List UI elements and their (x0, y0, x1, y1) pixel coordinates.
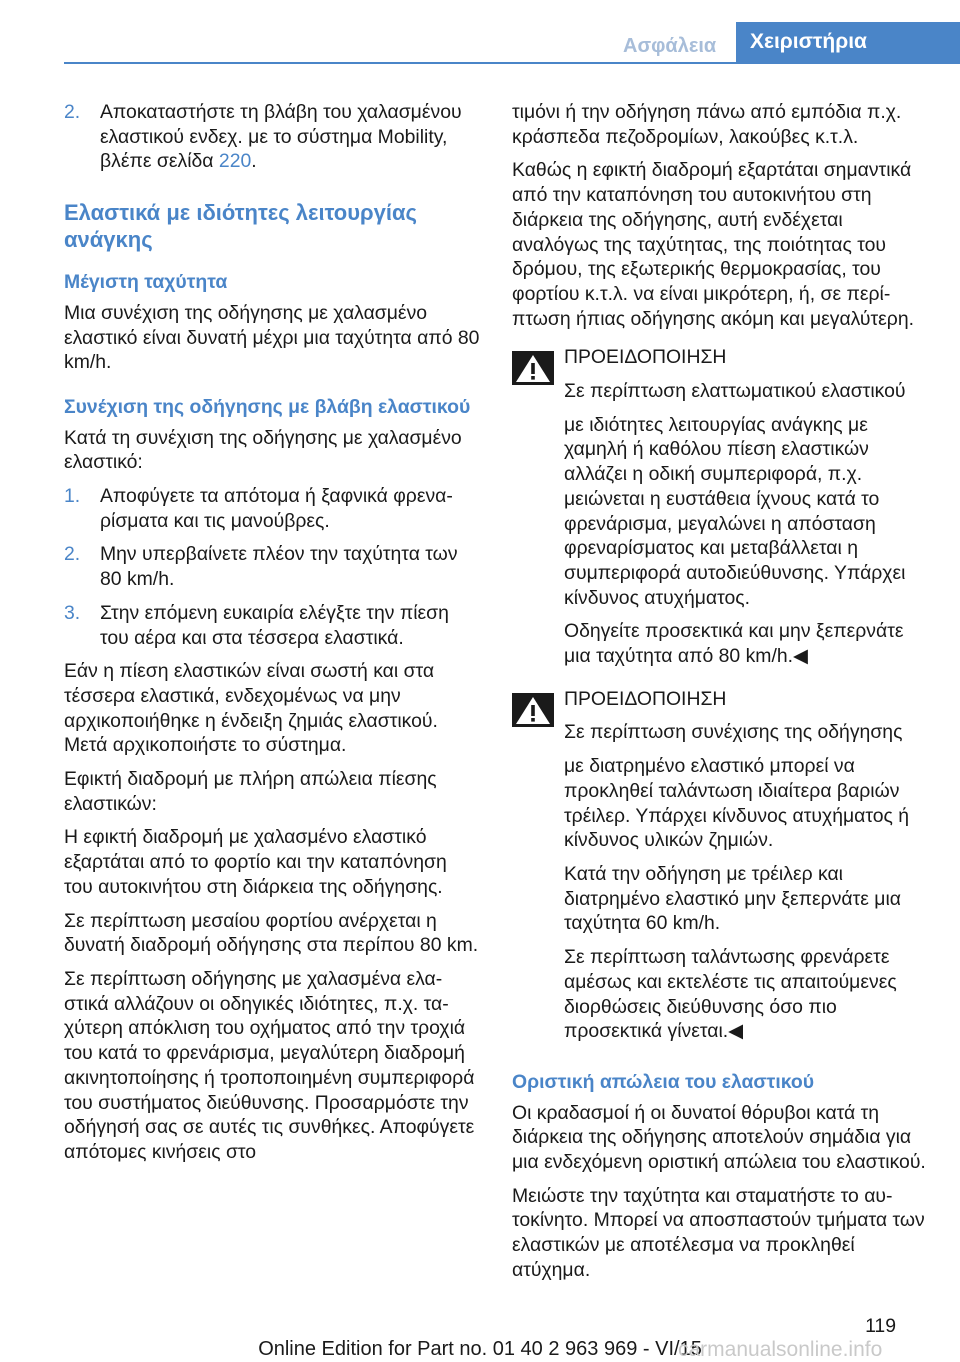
edition-note: Online Edition for Part no. 01 40 2 963 969 - VI/15 (258, 1338, 702, 1360)
warning-paragraph: Κατά την οδήγηση με τρέιλερ και διατρημένο ελαστικό μην ξεπερνάτε μια ταχύτητα 60 km/h. (564, 862, 901, 935)
warning-first-line: Σε περίπτωση συνέχισης της οδήγησης (564, 721, 903, 744)
warning-first-line: Σε περίπτωση ελαττωματικού ελαστικού (564, 380, 906, 403)
subheading-continue-driving: Συνέχιση της οδήγησης με βλάβη ελαστικού (64, 395, 471, 418)
right-column (512, 100, 928, 1292)
left-column (64, 100, 480, 1174)
page-reference-link[interactable]: 220 (218, 150, 252, 173)
list-text-b: . (251, 150, 257, 173)
warning-end: Σε περίπτωση ταλάντωσης φρενάρετε αμέσως και εκτελέστε τις απαιτούμενες διορθώσεις διεύθυνσης όσο πιο προσεκτικά γίνεται.◀ (564, 946, 897, 1043)
subheading-max-speed: Μέγιστη ταχύτητα (64, 271, 228, 294)
list-number: 1. (64, 485, 81, 508)
list-text (100, 100, 480, 174)
paragraph: τιμόνι ή την οδήγηση πάνω από εμπόδια π.χ. κράσπεδα πεζοδρομίων, λακούβες κ.τ.λ. (512, 101, 902, 148)
warning-body: με ιδιότητες λειτουργίας ανάγκης με χαμηλή ή καθόλου πίεση ελαστικών αλλάζει η οδική συμπεριφορά, π.χ. μειώνεται η ευστάθεια ίχνους κατά το φρενάρισμα, μεγαλώνει η απόσταση φρεναρίσματος και μεταβάλλεται η συμπεριφορά αυτοδιεύθυνσης. Υπάρχει κίνδυνος ατυχήματος. (564, 413, 906, 609)
warning-title: ΠΡΟΕΙΔΟΠΟΙΗΣΗ (564, 687, 727, 710)
section-heading: Ελαστικά με ιδιότητες λειτουργίας ανάγκης (64, 200, 417, 253)
warning-end: Οδηγείτε προσεκτικά και μην ξεπερνάτε μια ταχύτητα από 80 km/h.◀ (564, 620, 904, 668)
paragraph: Καθώς η εφικτή διαδρομή εξαρτάται σημαντικά από την καταπόνηση του αυτοκινήτου στη διάρκεια της οδήγησης, αυτή ενδέχεται αναλόγως της ταχύτητας, της ποιότητας του δρόμου, της εξωτερικής θερμοκρασίας, του φορτίου κ.τ.λ. να είναι μικρότερη, ή, σε περίπτωση ήπιας οδήγησης ακόμη και μεγαλύτερη. (512, 159, 915, 330)
list-item (64, 484, 480, 533)
list-sub-paragraph: Εάν η πίεση ελαστικών είναι σωστή και στα τέσσερα ελαστικά, ενδεχομένως να μην αρχικοποιήθηκε η ένδειξη ζημιάς ελαστικού. Μετά αρχικοποιήστε το σύστημα. (64, 660, 438, 757)
paragraph: Κατά τη συνέχιση της οδήγησης με χαλασμένο ελαστικό: (64, 426, 462, 474)
warning-title: ΠΡΟΕΙΔΟΠΟΙΗΣΗ (564, 346, 727, 369)
subheading-tire-loss: Οριστική απώλεια του ελαστικού (512, 1070, 815, 1093)
list-text: Στην επόμενη ευκαιρία ελέγξτε την πίεση του αέρα και στα τέσσερα ελαστικά. (100, 601, 449, 649)
page-number: 119 (865, 1315, 896, 1337)
page-header (0, 0, 960, 62)
warning-triangle-icon (512, 693, 554, 727)
list-text: Μην υπερβαίνετε πλέον την ταχύτητα των 80 km/h. (100, 543, 458, 591)
paragraph: Εφικτή διαδρομή με πλήρη απώλεια πίεσης ελαστικών: (64, 768, 437, 815)
paragraph: Οι κραδασμοί ή οι δυνατοί θόρυβοι κατά τη διάρκεια της οδήγησης αποτελούν σημάδια για μια ενδεχόμενη οριστική απώλεια του ελαστικού. (512, 1101, 926, 1174)
watermark: carmanualsonline.info (678, 1338, 883, 1361)
paragraph: Σε περίπτωση μεσαίου φορτίου ανέρχεται η δυνατή διαδρομή οδήγησης στα περίπου 80 km. (64, 909, 479, 957)
numbered-list (64, 484, 480, 758)
list-number: 3. (64, 601, 81, 624)
list-text: Αποφύγετε τα απότομα ή ξαφνικά φρεναρίσματα και τις μανούβρες. (100, 485, 453, 532)
list-number: 2. (64, 101, 81, 123)
warning-triangle-icon (512, 351, 554, 385)
header-section-label[interactable]: Ασφάλεια (623, 34, 717, 57)
paragraph: Σε περίπτωση οδήγησης με χαλασμένα ελαστικά αλλάζουν οι οδηγικές ιδιότητες, π.χ. ταχύτερη απόκλιση του οχήματος από την τροχιά του κατά το φρενάρισμα, μεγαλύτερη διαδρομή ακινητοποίησης ή τροποποιημένη συμπεριφορά του συστήματος διεύθυνσης. Προσαρμόστε την οδήγησή σας σε αυτές τις συνθήκες. Αποφύγετε απότομες κινήσεις στο (64, 967, 475, 1163)
header-chapter-label[interactable]: Χειριστήρια (736, 22, 960, 62)
list-item (64, 100, 480, 174)
paragraph: Μειώστε την ταχύτητα και σταματήστε το αυτοκίνητο. Μπορεί να αποσπαστούν τμήματα των ελαστικών με αποτέλεσμα να προκληθεί ατύχημα. (512, 1184, 925, 1281)
header-rule (64, 62, 960, 64)
list-number: 2. (64, 543, 81, 566)
warning-box (512, 345, 928, 668)
warning-box (512, 687, 928, 1044)
warning-body: με διατρημένο ελαστικό μπορεί να προκληθεί ταλάντωση ιδιαίτερα βαριών τρέιλερ. Υπάρχει κίνδυνος ατυχήματος ή κίνδυνος υλικών ζημιών. (564, 755, 910, 852)
list-item (64, 601, 480, 650)
paragraph: Η εφικτή διαδρομή με χαλασμένο ελαστικό εξαρτάται από το φορτίο και την καταπόνηση του αυτοκινήτου στη διάρκεια της οδήγησης. (64, 826, 447, 898)
list-text-a: Αποκαταστήστε τη βλάβη του χαλασμένου ελαστικού ενδεχ. με το σύστημα Mobility, βλέπε σελίδα (100, 101, 462, 173)
paragraph: Μια συνέχιση της οδήγησης με χαλασμένο ελαστικό είναι δυνατή μέχρι μια ταχύτητα από 80 km/h. (64, 301, 480, 374)
list-item (64, 542, 480, 591)
